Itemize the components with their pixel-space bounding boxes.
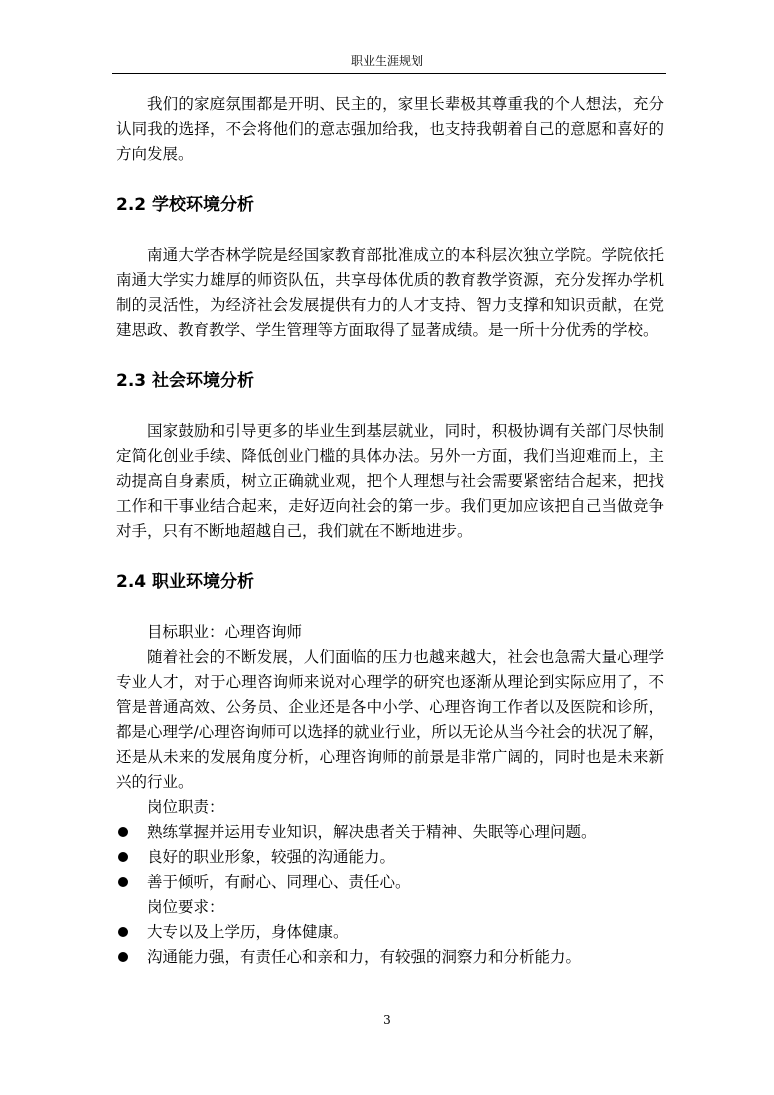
society-paragraph: 国家鼓励和引导更多的毕业生到基层就业，同时，积极协调有关部门尽快制定简化创业手续、降低创业门槛的具体办法。另外一方面，我们当迎难而上，主动提高自身素质，树立正确就业观，把个人理想与社会需要紧密结合起来，把找工作和干事业结合起来，走好迈向社会的第一步。我们更加应该把自己当做竞争对手，只有不断地超越自己，我们就在不断地进步。 xyxy=(116,422,664,540)
section-heading-society: 2.3 社会环境分析 xyxy=(116,371,255,391)
list-item: 沟通能力强，有责任心和亲和力，有较强的洞察力和分析能力。 xyxy=(116,945,664,970)
bullet-icon xyxy=(118,877,128,887)
section-heading-career: 2.4 职业环境分析 xyxy=(116,572,255,592)
duties-label: 岗位职责： xyxy=(147,798,225,816)
target-occupation: 目标职业：心理咨询师 xyxy=(147,623,303,641)
bullet-icon xyxy=(118,927,128,937)
page-number: 3 xyxy=(383,1013,391,1027)
page-content xyxy=(116,92,664,970)
bullet-icon xyxy=(118,952,128,962)
page-header: 职业生涯规划 xyxy=(350,54,423,68)
list-item: 善于倾听，有耐心、同理心、责任心。 xyxy=(116,870,664,895)
career-paragraph: 随着社会的不断发展，人们面临的压力也越来越大，社会也急需大量心理学专业人才，对于心理咨询师来说对心理学的研究也逐渐从理论到实际应用了，不管是普通高效、公务员、企业还是各中小学、心理咨询工作者以及医院和诊所，都是心理学/心理咨询师可以选择的就业行业，所以无论从当今社会的状况了解，还是从未来的发展角度分析，心理咨询师的前景是非常广阔的，同时也是未来新兴的行业。 xyxy=(116,648,664,791)
requirements-list xyxy=(116,920,664,970)
requirements-label: 岗位要求： xyxy=(147,898,225,916)
section-heading-school: 2.2 学校环境分析 xyxy=(116,195,255,215)
intro-paragraph: 我们的家庭氛围都是开明、民主的，家里长辈极其尊重我的个人想法，充分认同我的选择，不会将他们的意志强加给我，也支持我朝着自己的意愿和喜好的方向发展。 xyxy=(116,95,664,163)
bullet-icon xyxy=(118,827,128,837)
list-item: 良好的职业形象，较强的沟通能力。 xyxy=(116,845,664,870)
bullet-icon xyxy=(118,852,128,862)
header-rule xyxy=(112,73,666,74)
list-item: 大专以及上学历，身体健康。 xyxy=(116,920,664,945)
duties-list xyxy=(116,820,664,895)
school-paragraph: 南通大学杏林学院是经国家教育部批准成立的本科层次独立学院。学院依托南通大学实力雄厚的师资队伍，共享母体优质的教育教学资源，充分发挥办学机制的灵活性，为经济社会发展提供有力的人才支持、智力支撑和知识贡献，在党建思政、教育教学、学生管理等方面取得了显著成绩。是一所十分优秀的学校。 xyxy=(116,246,664,339)
list-item: 熟练掌握并运用专业知识，解决患者关于精神、失眠等心理问题。 xyxy=(116,820,664,845)
